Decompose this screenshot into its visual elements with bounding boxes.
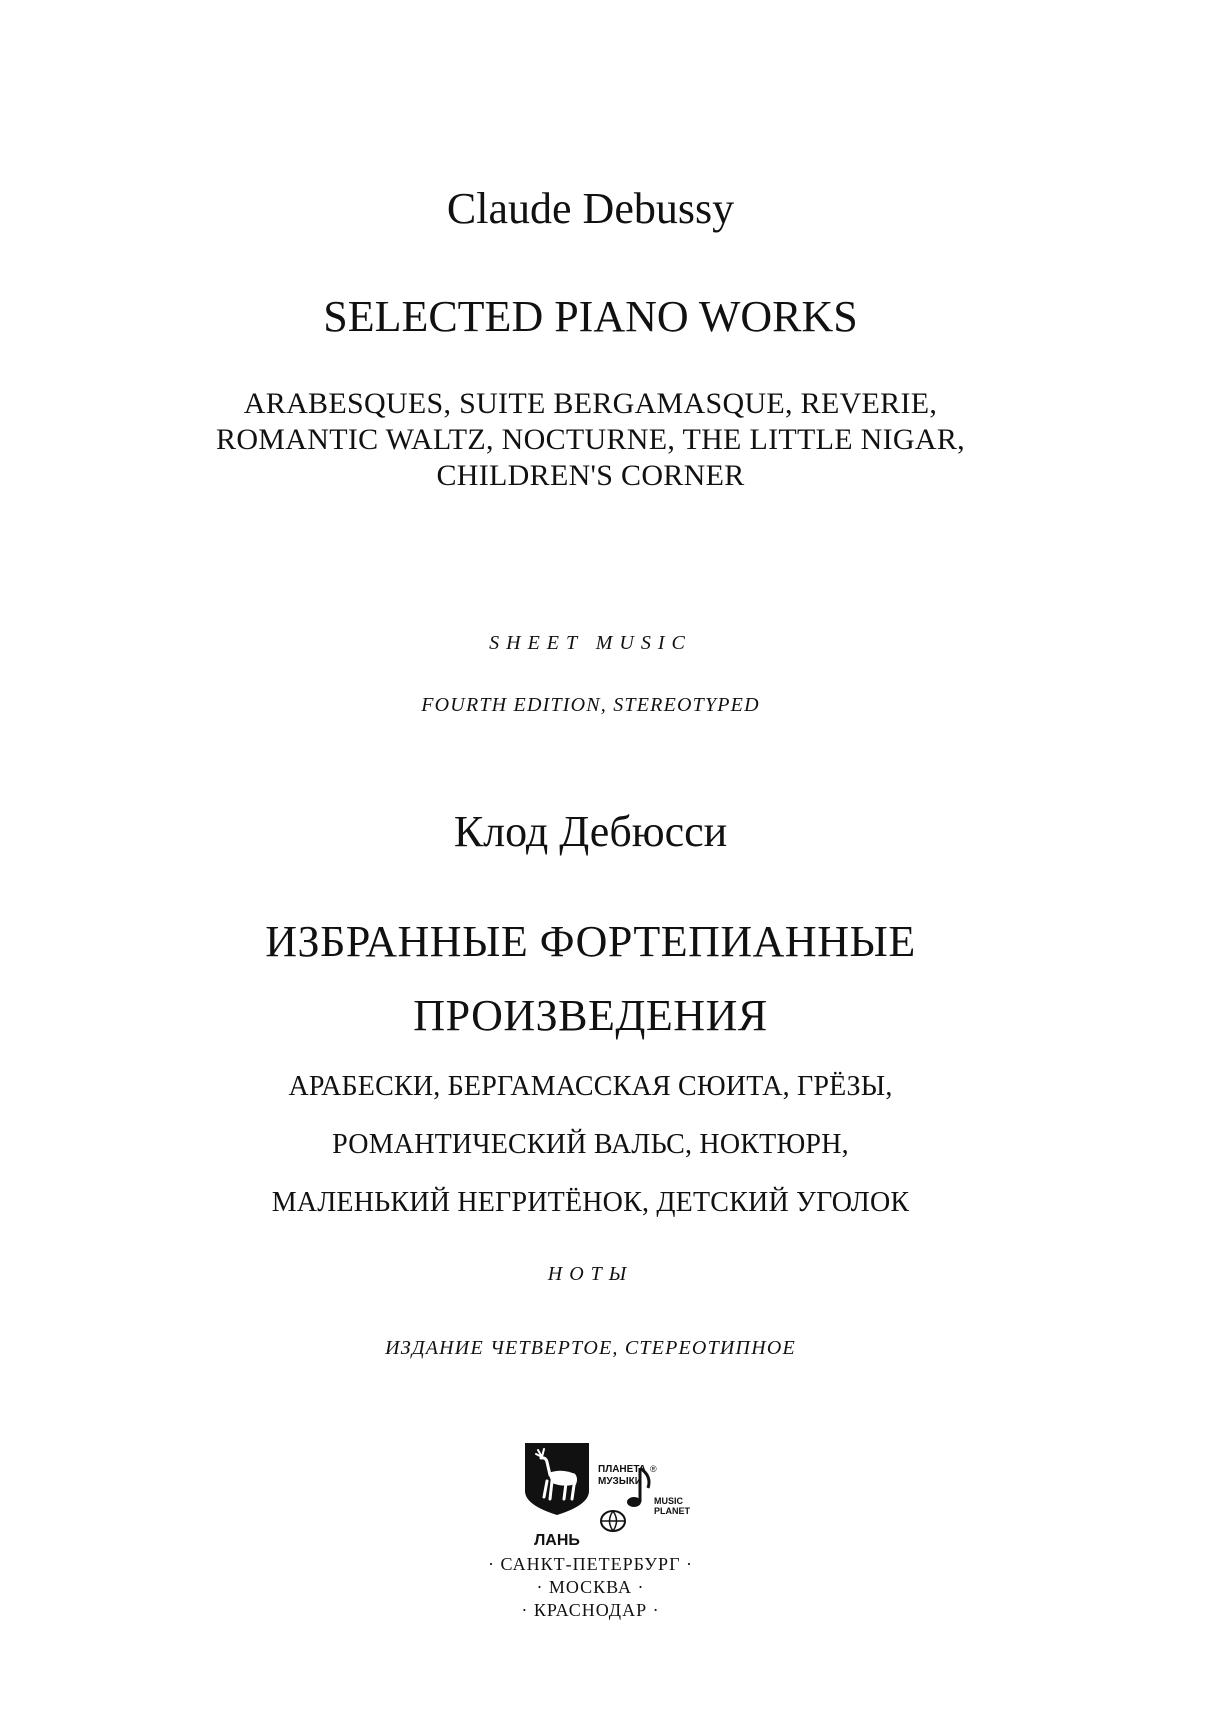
edition-en: FOURTH EDITION, STEREOTYPED xyxy=(421,694,760,716)
works-list-ru-line-3: МАЛЕНЬКИЙ НЕГРИТЁНОК, ДЕТСКИЙ УГОЛОК xyxy=(271,1187,910,1218)
book-title-ru-line-2: ПРОИЗВЕДЕНИЯ xyxy=(413,991,768,1040)
works-list-en-line-2: ROMANTIC WALTZ, NOCTURNE, THE LITTLE NIGAR, xyxy=(216,423,965,456)
music-planet-logo xyxy=(598,1462,690,1546)
works-list-en-line-3: CHILDREN'S CORNER xyxy=(436,459,745,492)
globe-icon xyxy=(598,1508,628,1534)
deer-logo-icon xyxy=(522,1439,592,1527)
works-list-en-line-1: ARABESQUES, SUITE BERGAMASQUE, REVERIE, xyxy=(243,387,938,420)
svg-text:PLANET: PLANET xyxy=(654,1506,690,1516)
svg-text:МУЗЫКИ: МУЗЫКИ xyxy=(598,1476,642,1487)
publication-kind-en: SHEET MUSIC xyxy=(489,632,692,654)
author-name-en: Claude Debussy xyxy=(446,184,735,233)
city-saint-petersburg: · САНКТ-ПЕТЕРБУРГ · xyxy=(488,1554,693,1574)
lan-publisher-logo xyxy=(522,1439,592,1549)
works-list-ru-line-1: АРАБЕСКИ, БЕРГАМАССКАЯ СЮИТА, ГРЁЗЫ, xyxy=(288,1071,893,1102)
book-title-en: SELECTED PIANO WORKS xyxy=(323,292,858,341)
lan-logo-text xyxy=(522,1529,592,1549)
svg-text:MUSIC: MUSIC xyxy=(654,1496,683,1506)
author-name-ru: Клод Дебюсси xyxy=(453,807,728,856)
city-krasnodar: · КРАСНОДАР · xyxy=(521,1600,660,1620)
works-list-ru-line-2: РОМАНТИЧЕСКИЙ ВАЛЬС, НОКТЮРН, xyxy=(332,1129,849,1160)
svg-text:ЛАНЬ: ЛАНЬ xyxy=(534,1532,580,1549)
book-title-ru-line-1: ИЗБРАННЫЕ ФОРТЕПИАННЫЕ xyxy=(265,917,916,966)
svg-text:ПЛАНЕТА: ПЛАНЕТА xyxy=(598,1464,647,1475)
edition-ru: ИЗДАНИЕ ЧЕТВЕРТОЕ, СТЕРЕОТИПНОЕ xyxy=(385,1337,796,1359)
svg-text:®: ® xyxy=(650,1464,657,1474)
city-moscow: · МОСКВА · xyxy=(536,1577,645,1597)
publication-kind-ru: НОТЫ xyxy=(547,1263,634,1285)
